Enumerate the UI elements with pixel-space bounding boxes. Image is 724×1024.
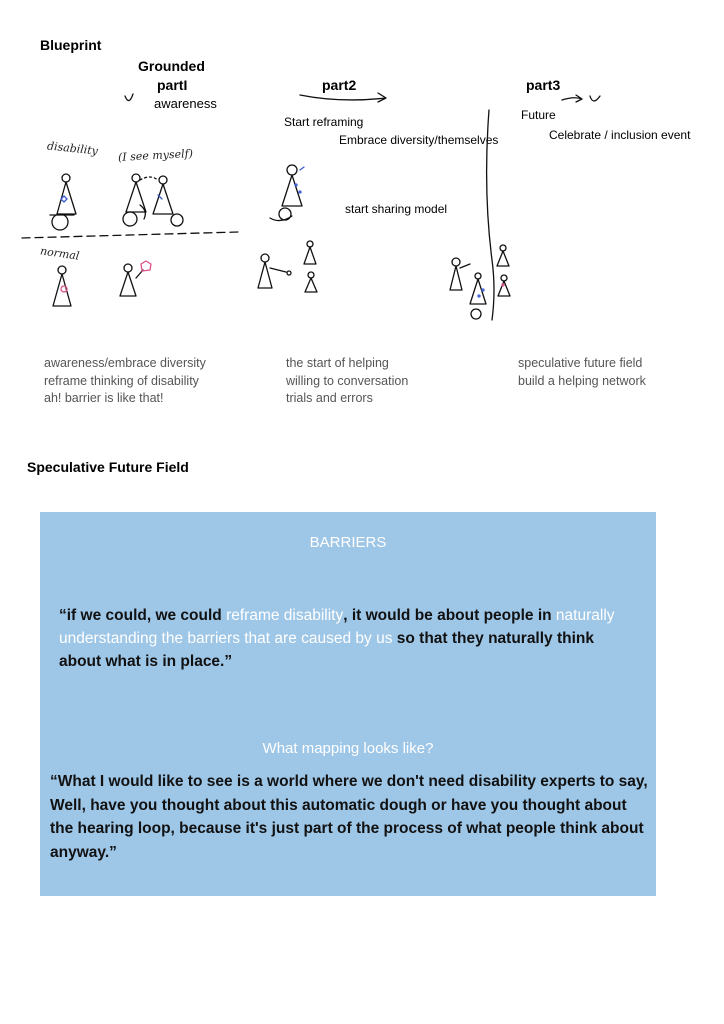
figure-wheelchair-3 xyxy=(153,176,183,226)
embrace-diversity-label: Embrace diversity/themselves xyxy=(339,133,499,147)
figure-part2-small xyxy=(304,241,317,292)
quote-text: “if we could, we could xyxy=(59,607,227,624)
figure-part3-group xyxy=(450,245,510,319)
speculative-field-title: Speculative Future Field xyxy=(27,459,189,475)
blueprint-title: Blueprint xyxy=(40,37,102,53)
handwritten-see-myself: (I see myself) xyxy=(117,147,194,164)
figure-standing-2 xyxy=(120,261,151,296)
figure-wheelchair-2 xyxy=(123,174,146,226)
part3-label: part3 xyxy=(526,77,561,93)
start-reframing-label: Start reframing xyxy=(284,115,364,129)
figure-part2-sharing xyxy=(270,165,304,221)
note-line: build a helping network xyxy=(518,373,646,388)
notes-part3 xyxy=(518,355,646,390)
note-line: awareness/embrace diversity xyxy=(44,356,206,370)
quote-panel xyxy=(40,512,656,896)
notes-part2 xyxy=(286,355,408,408)
handwritten-normal: normal xyxy=(39,244,81,263)
note-line: ah! barrier is like that! xyxy=(44,391,164,405)
quote-highlight: naturally understanding the barriers that are caused by us xyxy=(59,607,615,647)
note-line: trials and errors xyxy=(286,391,373,405)
quote-highlight: reframe disability xyxy=(226,607,344,624)
note-line: speculative future field xyxy=(518,356,643,370)
notes-part1 xyxy=(44,355,206,408)
part2-label: part2 xyxy=(322,77,357,93)
note-line: reframe thinking of disability xyxy=(44,373,199,388)
barriers-heading: BARRIERS xyxy=(309,534,387,551)
part3-arrow-icon xyxy=(562,95,582,102)
figure-part2-helper xyxy=(258,254,291,288)
note-line: willing to conversation xyxy=(286,373,409,388)
grounded-label: Grounded xyxy=(138,58,205,74)
figure-standing-1 xyxy=(53,266,71,306)
celebrate-label: Celebrate / inclusion event xyxy=(549,128,691,142)
dashed-divider xyxy=(22,232,238,238)
barriers-quote xyxy=(59,604,639,673)
mapping-heading: What mapping looks like? xyxy=(262,740,434,757)
future-label: Future xyxy=(521,108,556,122)
awareness-tick xyxy=(125,94,133,101)
part3-divider xyxy=(487,110,494,320)
mapping-quote: “What I would like to see is a world where we don't need disability experts to say, Well, have you thought about this automatic dough or have you thought about the hearing loop, because it's just part of the process of what people think about anyway.” xyxy=(50,773,648,861)
note-line: the start of helping xyxy=(286,356,389,370)
quote-text: , it would be about people in xyxy=(343,607,556,624)
quote-text: so that they naturally think about what is in place.” xyxy=(59,630,594,670)
awareness-label: awareness xyxy=(154,96,217,111)
figure-wheelchair-1 xyxy=(50,174,76,230)
part1-label: partI xyxy=(157,77,188,93)
sharing-model-label: start sharing model xyxy=(345,202,448,216)
handwritten-disability: disability xyxy=(46,139,99,158)
part2-arrow-icon xyxy=(300,93,386,102)
